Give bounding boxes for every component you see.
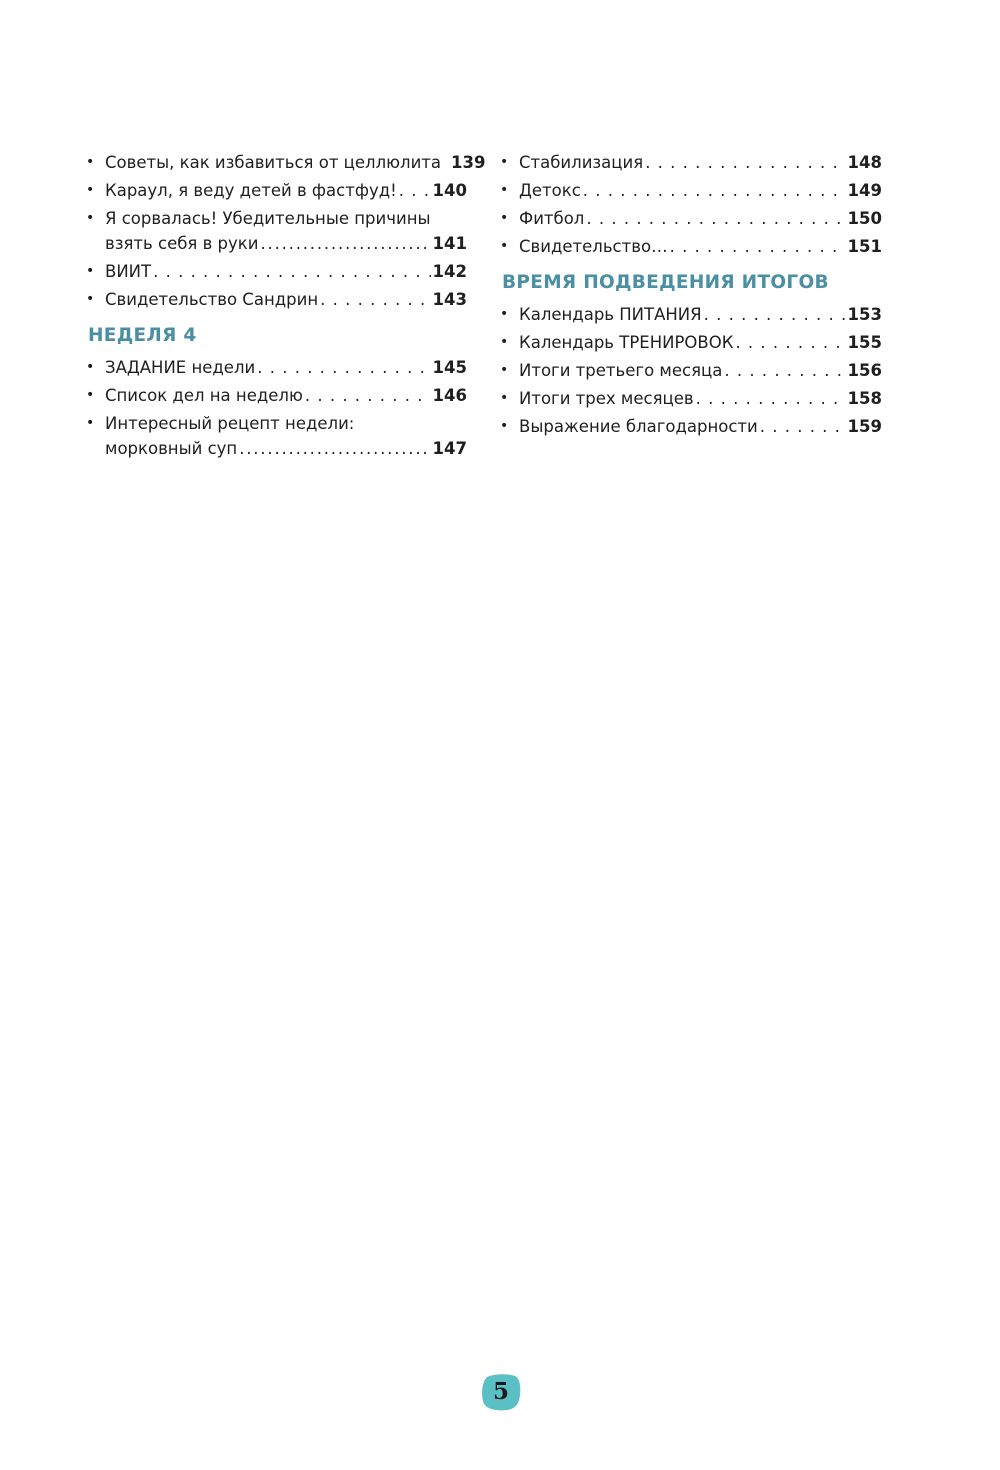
- entry-page: 141: [432, 234, 467, 253]
- toc-entry[interactable]: [86, 206, 467, 256]
- entry-page: 153: [847, 305, 882, 324]
- section-heading: НЕДЕЛЯ 4: [88, 325, 197, 346]
- entry-page: 148: [847, 153, 882, 172]
- leader-dots: [724, 358, 845, 383]
- entry-page: 142: [432, 262, 467, 281]
- entry-title: Календарь ПИТАНИЯ: [519, 305, 702, 324]
- entry-title-line1: Я сорвалась! Убедительные причины: [105, 209, 431, 228]
- entry-title: ЗАДАНИЕ недели: [105, 358, 256, 377]
- entry-title: морковный суп: [105, 439, 238, 458]
- page-number: 5: [492, 1378, 509, 1405]
- entry-page: 150: [847, 209, 882, 228]
- entry-page: 145: [432, 358, 467, 377]
- toc-entry[interactable]: [86, 355, 467, 380]
- leader-dots: [153, 259, 430, 284]
- bullet: •: [500, 418, 509, 434]
- bullet: •: [500, 154, 509, 170]
- bullet: •: [500, 238, 509, 254]
- entry-title: взять себя в руки: [105, 234, 259, 253]
- leader-dots: [305, 383, 431, 408]
- leader-dots: [260, 231, 430, 256]
- entry-title: Выражение благодарности: [519, 417, 758, 436]
- bullet: •: [86, 387, 95, 403]
- entry-page: 155: [847, 333, 882, 352]
- leader-dots: [399, 178, 431, 203]
- bullet: •: [86, 182, 95, 198]
- toc-entry[interactable]: [500, 234, 882, 259]
- entry-page: 146: [432, 386, 467, 405]
- entry-page: 143: [432, 290, 467, 309]
- entry-page: 149: [847, 181, 882, 200]
- toc-entry[interactable]: [500, 386, 882, 411]
- toc-entry[interactable]: [86, 259, 467, 284]
- bullet: •: [500, 182, 509, 198]
- leader-dots: [583, 178, 846, 203]
- entry-page: 156: [847, 361, 882, 380]
- toc-entry[interactable]: [500, 358, 882, 383]
- toc-entry[interactable]: [500, 330, 882, 355]
- toc-entry[interactable]: [500, 302, 882, 327]
- toc-entry[interactable]: [86, 411, 467, 461]
- leader-dots: [704, 302, 846, 327]
- leader-dots: [696, 386, 846, 411]
- entry-page: 159: [847, 417, 882, 436]
- entry-page: 140: [432, 181, 467, 200]
- toc-right-column: [500, 150, 882, 442]
- entry-title: Свидетельство…: [519, 237, 668, 256]
- bullet: •: [86, 415, 95, 431]
- entry-title: Стабилизация: [519, 153, 644, 172]
- bullet: •: [500, 306, 509, 322]
- entry-title: Итоги третьего месяца: [519, 361, 723, 380]
- leader-dots: [760, 414, 846, 439]
- entry-title: Итоги трех месяцев: [519, 389, 694, 408]
- bullet: •: [500, 362, 509, 378]
- page-number-badge: [481, 1373, 521, 1411]
- bullet: •: [86, 291, 95, 307]
- entry-title: Советы, как избавиться от целлюлита: [105, 153, 442, 172]
- entry-page: 151: [847, 237, 882, 256]
- bullet: •: [500, 390, 509, 406]
- leader-dots: [586, 206, 845, 231]
- entry-title: ВИИТ: [105, 262, 152, 281]
- bullet: •: [86, 210, 95, 226]
- entry-title: Фитбол: [519, 209, 585, 228]
- section-heading: ВРЕМЯ ПОДВЕДЕНИЯ ИТОГОВ: [502, 272, 829, 293]
- bullet: •: [500, 210, 509, 226]
- bullet: •: [86, 263, 95, 279]
- entry-page: 147: [432, 439, 467, 458]
- entry-title: Свидетельство Сандрин: [105, 290, 319, 309]
- leader-dots: [320, 287, 430, 312]
- leader-dots: [670, 234, 846, 259]
- toc-entry[interactable]: [500, 150, 882, 175]
- entry-title: Список дел на неделю: [105, 386, 303, 405]
- toc-entry[interactable]: [86, 150, 486, 175]
- bullet: •: [500, 334, 509, 350]
- entry-title: Детокс: [519, 181, 581, 200]
- leader-dots: [735, 330, 845, 355]
- toc-entry[interactable]: [500, 178, 882, 203]
- toc-entry[interactable]: [86, 287, 467, 312]
- bullet: •: [86, 359, 95, 375]
- entry-title-line1: Интересный рецепт недели:: [105, 414, 355, 433]
- entry-page: 158: [847, 389, 882, 408]
- toc-entry[interactable]: [500, 414, 882, 439]
- leader-dots: [645, 150, 845, 175]
- toc-entry[interactable]: [86, 178, 467, 203]
- entry-title: Караул, я веду детей в фастфуд!: [105, 181, 397, 200]
- entry-title: Календарь ТРЕНИРОВОК: [519, 333, 734, 352]
- toc-entry[interactable]: [86, 383, 467, 408]
- bullet: •: [86, 154, 95, 170]
- toc-entry[interactable]: [500, 206, 882, 231]
- toc-left-column: [86, 150, 486, 464]
- leader-dots: [257, 355, 430, 380]
- leader-dots: [239, 436, 430, 461]
- entry-page: 139: [451, 153, 486, 172]
